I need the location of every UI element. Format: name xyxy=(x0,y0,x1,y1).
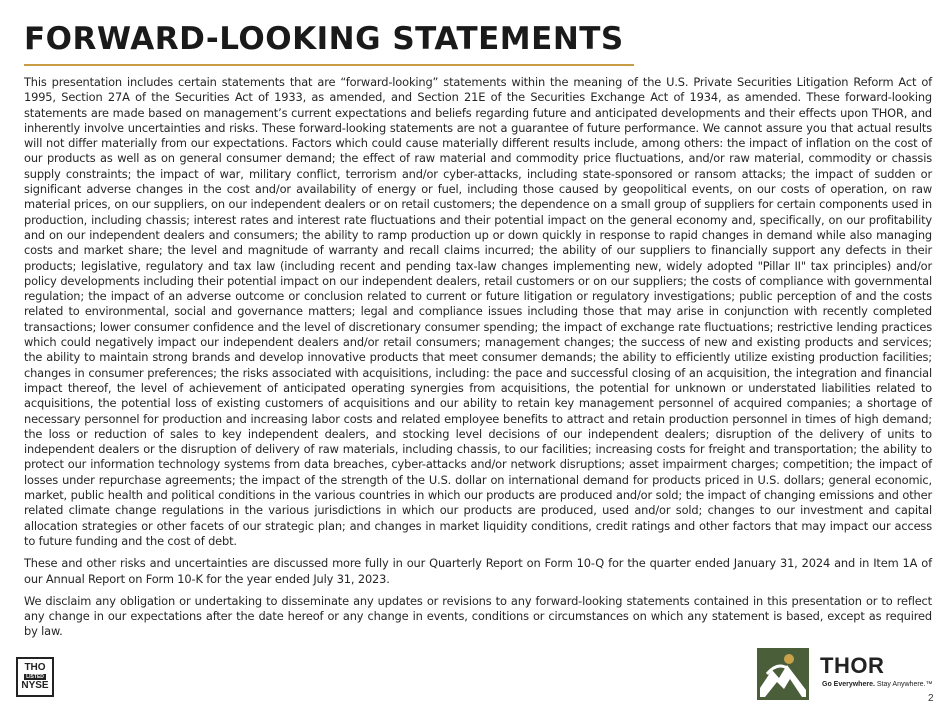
paragraph-risks-reference: These and other risks and uncertainties are discussed more fully in our Quarterly Report on Form 10-Q for the quarter ended January 31, 2024 and in Item 1A of our Annual Report on Form 10-K for the year ended July 31, 2023. xyxy=(24,556,932,586)
paragraph-disclaimer: We disclaim any obligation or undertaking to disseminate any updates or revisions to any forward-looking statements contained in this presentation or to reflect any change in our expectations after the date hereof or any change in events, conditions or circumstances on which any statement is based, except as required by law. xyxy=(24,593,932,639)
brand-tagline xyxy=(822,681,933,688)
page-title: FORWARD-LOOKING STATEMENTS xyxy=(24,21,624,57)
title-underline xyxy=(24,64,634,66)
tagline-rest: Stay Anywhere. xyxy=(874,681,926,688)
listed-label: LISTED xyxy=(26,674,44,680)
ticker-symbol: THO xyxy=(24,662,46,673)
thor-mountain-logo-icon xyxy=(757,648,809,700)
exchange-name: NYSE xyxy=(21,680,49,691)
disclaimer-body xyxy=(24,75,932,647)
page-number: 2 xyxy=(928,693,934,704)
paragraph-factors: This presentation includes certain statements that are “forward-looking” statements within the meaning of the U.S. Private Securities Litigation Reform Act of 1995, Section 27A of the Securities Act of 1933, as amended, and Section 21E of the Securities Exchange Act of 1934, as amended. These forward-looking statements are made based on management’s current expectations and beliefs regarding future and anticipated developments and their effects upon THOR, and inherently involve uncertainties and risks. These forward-looking statements are not a guarantee of future performance. We cannot assure you that actual results will not differ materially from our expectations. Factors which could cause materially different results include, among others: the impact of inflation on the cost of our products as well as on general consumer demand; the effect of raw material and commodity price fluctuations, and/or raw material, commodity or chassis supply constraints; the impact of war, military conflict, terrorism and/or cyber-attacks, including state-sponsored or ransom attacks; the impact of sudden or significant adverse changes in the cost and/or availability of energy or fuel, including those caused by geopolitical events, on our costs of operation, on raw material prices, on our suppliers, on our independent dealers or on retail customers; the dependence on a small group of suppliers for certain components used in production, including chassis; interest rates and interest rate fluctuations and their potential impact on the general economy and, specifically, on our profitability and on our independent dealers and consumers; the ability to ramp production up or down quickly in response to rapid changes in demand while also managing costs and market share; the level and magnitude of warranty and recall claims incurred; the ability of our suppliers to financially support any defects in their products; legislative, regulatory and tax law (including recent and pending tax-law changes implementing new, widely adopted "Pillar II" tax principles) and/or policy developments including their potential impact on our independent dealers, retail customers or on our suppliers; the costs of compliance with governmental regulation; the impact of an adverse outcome or conclusion related to current or future litigation or regulatory investigations; public perception of and the costs related to environmental, social and governance matters; legal and compliance issues including those that may arise in conjunction with recently completed transactions; lower consumer confidence and the level of discretionary consumer spending; the impact of exchange rate fluctuations; restrictive lending practices which could negatively impact our independent dealers and/or retail consumers; management changes; the success of new and existing products and services; the ability to maintain strong brands and develop innovative products that meet consumer demands; the ability to efficiently utilize existing production facilities; changes in consumer preferences; the risks associated with acquisitions, including: the pace and successful closing of an acquisition, the integration and financial impact thereof, the level of achievement of anticipated operating synergies from acquisitions, the potential for unknown or understated liabilities related to acquisitions, the potential loss of existing customers of acquisitions and our ability to retain key management personnel of acquired companies; a shortage of necessary personnel for production and increasing labor costs and related employee benefits to attract and retain production personnel in times of high demand; the loss or reduction of sales to key independent dealers, and stocking level decisions of our independent dealers; disruption of the delivery of units to independent dealers or the disruption of delivery of raw materials, including chassis, to our facilities; increasing costs for freight and transportation; the ability to protect our information technology systems from data breaches, cyber-attacks and/or network disruptions; asset impairment charges; competition; the impact of losses under repurchase agreements; the impact of the strength of the U.S. dollar on international demand for products priced in U.S. dollars; general economic, market, public health and political conditions in the various countries in which our products are produced and/or sold; the impact of changing emissions and other related climate change regulations in the various jurisdictions in which our products are produced, used and/or sold; changes to our investment and capital allocation strategies or other facets of our strategic plan; and changes in market liquidity conditions, credit ratings and other factors that may impact our access to future funding and the cost of debt. xyxy=(24,75,932,548)
tagline-strong: Go Everywhere. xyxy=(822,681,875,688)
trademark-symbol: ™ xyxy=(925,681,933,688)
brand-name: THOR xyxy=(820,653,885,678)
nyse-listed-badge xyxy=(16,657,54,697)
